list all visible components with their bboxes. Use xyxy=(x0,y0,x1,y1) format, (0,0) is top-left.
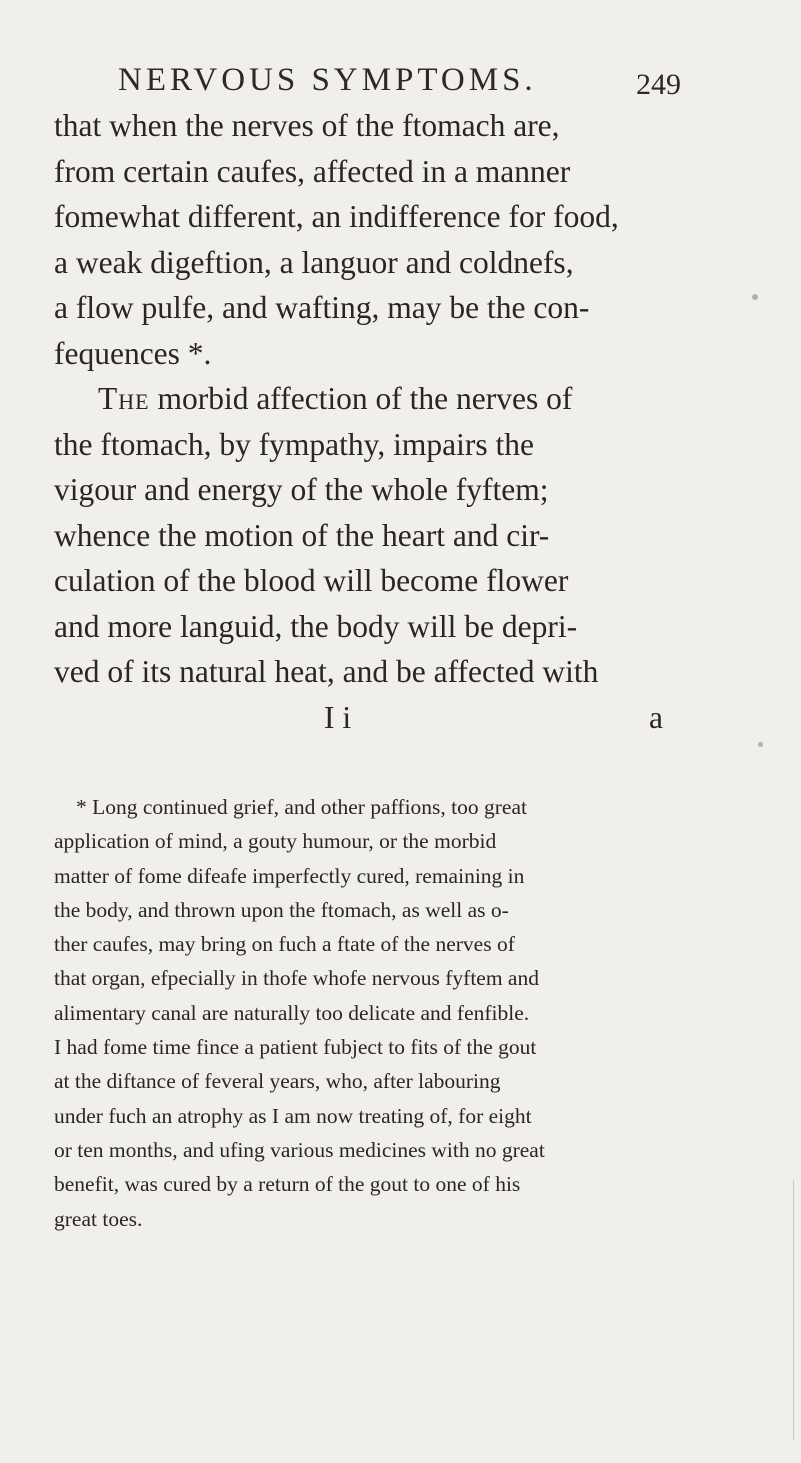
body-line: the ftomach, by fympathy, impairs the xyxy=(54,426,534,462)
footnote-line: application of mind, a gouty humour, or the morbid xyxy=(54,829,497,854)
ink-speck xyxy=(758,742,763,747)
body-line: and more languid, the body will be depri- xyxy=(54,608,578,644)
footnote-line: that organ, efpecially in thofe whofe nervous fyftem and xyxy=(54,966,539,991)
body-line: fomewhat different, an indifference for food, xyxy=(54,199,619,234)
body-line: a flow pulfe, and wafting, may be the con- xyxy=(54,290,590,325)
body-line: vigour and energy of the whole fyftem; xyxy=(54,472,549,507)
footnote-line: at the diftance of feveral years, who, after labouring xyxy=(54,1069,501,1094)
footnote-line: alimentary canal are naturally too delicate and fenfible. xyxy=(54,1000,530,1025)
footnote-line: under fuch an atrophy as I am now treating of, for eight xyxy=(54,1103,532,1128)
ink-speck xyxy=(752,294,758,300)
footnote-line: the body, and thrown upon the ftomach, as well as o- xyxy=(54,897,509,922)
page-number: 249 xyxy=(636,68,681,101)
body-line: culation of the blood will become flower xyxy=(54,563,569,598)
catchword: a xyxy=(649,699,663,735)
body-line: morbid affection of the nerves of xyxy=(157,381,573,416)
page-header xyxy=(118,62,718,102)
paragraph-opener: The xyxy=(98,381,150,416)
paragraph-first-line xyxy=(54,376,714,422)
running-head: NERVOUS SYMPTOMS. xyxy=(118,62,537,98)
body-line: a weak digeftion, a languor and coldnefs, xyxy=(54,244,574,280)
footnote-line: matter of fome difeafe imperfectly cured, remaining in xyxy=(54,863,525,888)
footnote-line: or ten months, and ufing various medicines with no great xyxy=(54,1137,545,1162)
footnote-line: benefit, was cured by a return of the gout to one of his xyxy=(54,1172,521,1197)
body-line: that when the nerves of the ftomach are, xyxy=(54,108,560,143)
body-line: whence the motion of the heart and cir- xyxy=(54,517,550,553)
body-text xyxy=(54,103,714,740)
signature-mark: I i xyxy=(324,699,352,735)
footnote-line: great toes. xyxy=(54,1206,143,1231)
page-edge-line xyxy=(793,1180,794,1440)
body-line: fequences *. xyxy=(54,335,212,371)
body-line: ved of its natural heat, and be affected with xyxy=(54,654,599,689)
footnote-line: * Long continued grief, and other paffions, too great xyxy=(76,795,527,819)
signature-line xyxy=(54,695,714,741)
footnote-line: I had fome time fince a patient fubject to fits of the gout xyxy=(54,1035,537,1060)
body-line: from certain caufes, affected in a manner xyxy=(54,153,571,189)
footnote xyxy=(54,790,714,1236)
footnote-line: ther caufes, may bring on fuch a ftate of the nerves of xyxy=(54,932,515,957)
